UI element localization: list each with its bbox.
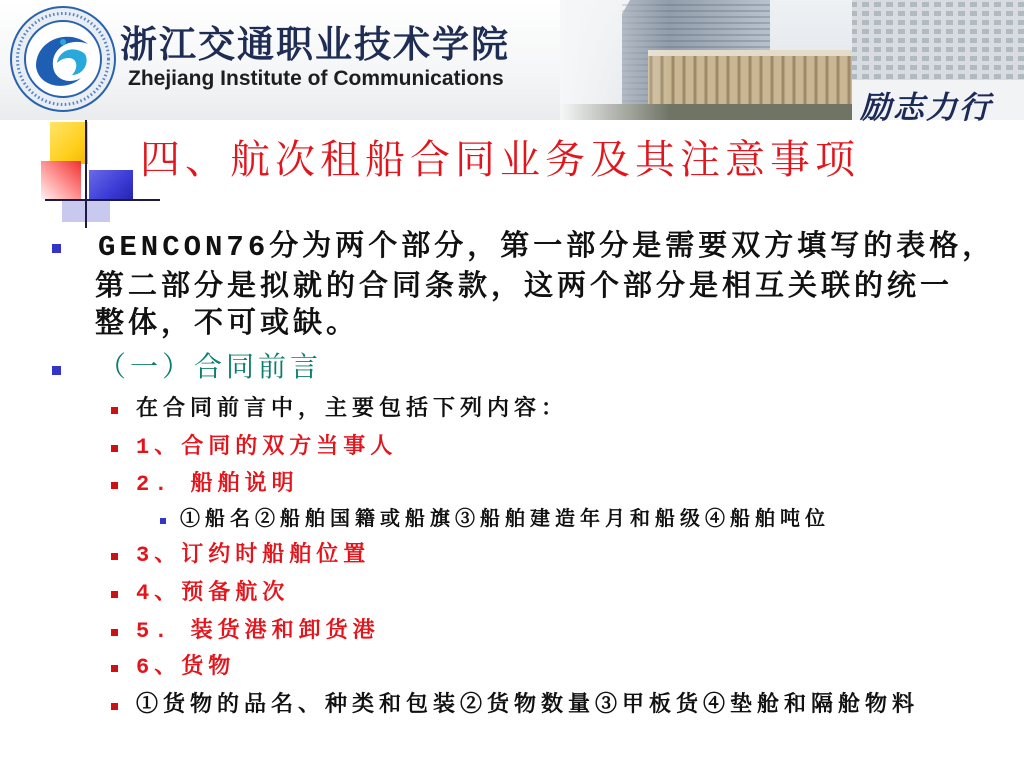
list-item-text: 2. 船舶说明	[136, 472, 299, 497]
institution-name-en: Zhejiang Institute of Communications	[128, 67, 504, 90]
deco-horizontal-line	[45, 199, 160, 201]
square-bullet-icon	[52, 244, 61, 253]
square-bullet-icon	[111, 407, 118, 414]
list-item-text: 在合同前言中，主要包括下列内容：	[136, 397, 569, 422]
list-item	[111, 433, 397, 463]
list-item-text: 4、预备航次	[136, 581, 290, 606]
list-item	[111, 541, 370, 571]
sub-list-item-text: ①船名②船舶国籍或船旗③船舶建造年月和船级④船舶吨位	[180, 509, 830, 532]
square-bullet-icon	[160, 518, 166, 524]
list-item-text: 3、订约时船舶位置	[136, 543, 371, 568]
list-item	[111, 653, 235, 683]
section-heading: （一）合同前言	[98, 354, 323, 385]
square-bullet-icon	[52, 366, 61, 375]
square-bullet-icon	[111, 665, 118, 672]
institution-name-cn: 浙江交通职业技术学院	[120, 23, 510, 66]
square-bullet-icon	[111, 629, 118, 636]
square-bullet-icon	[111, 591, 118, 598]
motto-logo-text: 励志力行	[860, 90, 992, 126]
section-bullet-item	[52, 351, 322, 389]
list-item-text: 6、货物	[136, 655, 236, 680]
intro-line-3-row	[95, 306, 359, 344]
intro-bullet-item	[52, 229, 995, 267]
list-item	[111, 579, 289, 609]
deco-square-pink	[41, 161, 81, 199]
list-item	[111, 691, 919, 721]
list-item	[111, 395, 568, 425]
square-bullet-icon	[111, 445, 118, 452]
intro-line-3: 整体，不可或缺。	[95, 308, 360, 341]
list-item-text: 1、合同的双方当事人	[136, 435, 398, 460]
square-bullet-icon	[111, 553, 118, 560]
list-item	[111, 470, 299, 500]
list-item-text: 5. 装货港和卸货港	[136, 619, 380, 644]
deco-square-yellow	[50, 122, 88, 164]
header-banner	[0, 0, 1024, 126]
list-item	[111, 617, 380, 647]
intro-line-2-row	[95, 269, 953, 307]
deco-square-blue	[89, 170, 133, 200]
intro-line-2: 第二部分是拟就的合同条款，这两个部分是相互关联的统一	[95, 271, 954, 304]
square-bullet-icon	[111, 482, 118, 489]
intro-line-1: GENCON76分为两个部分，第一部分是需要双方填写的表格，	[98, 231, 996, 264]
slide-title: 四、航次租船合同业务及其注意事项	[140, 137, 860, 183]
sub-list-item	[160, 506, 830, 536]
deco-vertical-line	[85, 120, 87, 228]
list-item-text: ①货物的品名、种类和包装②货物数量③甲板货④垫舱和隔舱物料	[136, 693, 920, 718]
square-bullet-icon	[111, 703, 118, 710]
school-logo	[8, 4, 118, 114]
